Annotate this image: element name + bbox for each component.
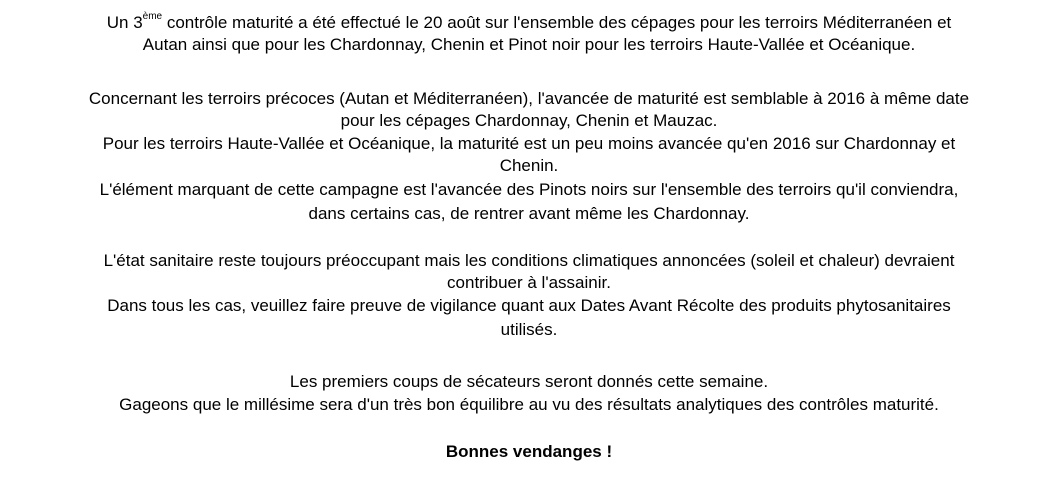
- paragraph-1-line-2: Autan ainsi que pour les Chardonnay, Chenin et Pinot noir pour les terroirs Haute-Vallée et Océanique.: [142, 35, 916, 54]
- paragraph-2-line-2: pour les cépages Chardonnay, Chenin et Mauzac.: [340, 111, 718, 130]
- paragraph-3-line-4: utilisés.: [500, 320, 558, 339]
- paragraph-4-line-1: Les premiers coups de sécateurs seront donnés cette semaine.: [289, 372, 769, 391]
- text-segment: contrôle maturité a été effectué le 20 août sur l'ensemble des cépages pour les terroirs Méditerranéen et: [162, 13, 952, 32]
- paragraph-3-line-2: contribuer à l'assainir.: [447, 273, 611, 292]
- paragraph-2-line-5: L'élément marquant de cette campagne est l'avancée des Pinots noirs sur l'ensemble des terroirs qu'il conviendra,: [99, 180, 959, 199]
- paragraph-2-line-6: dans certains cas, de rentrer avant même les Chardonnay.: [308, 204, 750, 223]
- paragraph-4-line-2: Gageons que le millésime sera d'un très bon équilibre au vu des résultats analytiques des contrôles maturité.: [119, 395, 939, 414]
- paragraph-3-line-3: Dans tous les cas, veuillez faire preuve de vigilance quant aux Dates Avant Récolte des produits phytosanitaires: [107, 296, 951, 315]
- superscript-ordinal: ème: [142, 11, 163, 23]
- paragraph-2-line-1: Concernant les terroirs précoces (Autan et Méditerranéen), l'avancée de maturité est semblable à 2016 à même date: [88, 89, 970, 108]
- paragraph-1-line-1: [0, 12, 1058, 34]
- paragraph-2-line-3: Pour les terroirs Haute-Vallée et Océanique, la maturité est un peu moins avancée qu'en 2016 sur Chardonnay et: [102, 134, 956, 153]
- text-segment: Un 3: [106, 13, 143, 32]
- closing-greeting: Bonnes vendanges !: [445, 442, 613, 461]
- paragraph-2-line-4: Chenin.: [499, 156, 559, 175]
- paragraph-3-line-1: L'état sanitaire reste toujours préoccupant mais les conditions climatiques annoncées (soleil et chaleur) devraient: [103, 251, 955, 270]
